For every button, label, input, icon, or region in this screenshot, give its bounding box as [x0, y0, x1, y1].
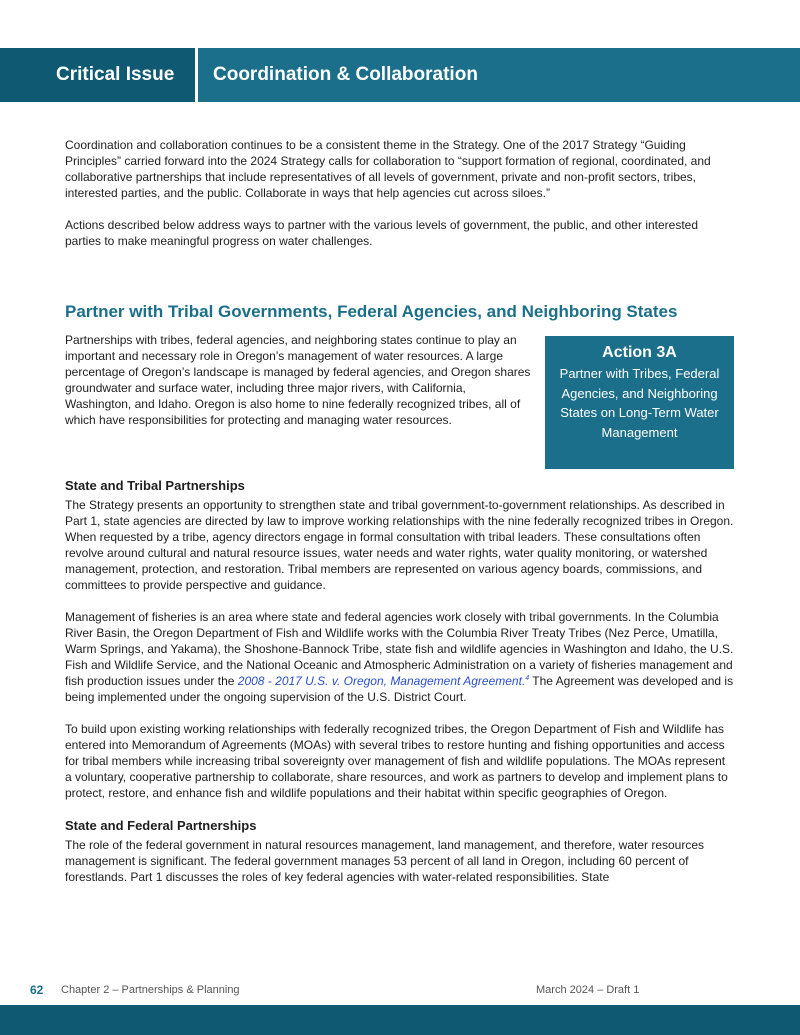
- state-tribal-heading: State and Tribal Partnerships: [65, 478, 245, 493]
- page-footer: [30, 983, 770, 999]
- footer-bar: [0, 1005, 800, 1035]
- chapter-label: Chapter 2 – Partnerships & Planning: [61, 984, 240, 996]
- page-header: [0, 48, 800, 102]
- intro-paragraph-2: Actions described below address ways to partner with the various levels of government, the public, and other interested parties to make meaningful progress on water challenges.: [65, 218, 699, 248]
- section-heading: Partner with Tribal Governments, Federal Agencies, and Neighboring States: [65, 302, 678, 321]
- paragraph-text: The Agreement was developed and is being implemented under the ongoing supervision of the U.S. District Court.: [65, 674, 734, 704]
- intro-paragraph-1: Coordination and collaboration continues to be a consistent theme in the Strategy. One of the 2017 Strategy “Guiding Principles” carried forward into the 2024 Strategy calls for collaboration to “support formation of regional, coordinated, and collaborative partnerships that include representatives of all levels of government, private and non-profit sectors, tribes, interested parties, and the public. Collaborate in ways that help agencies cut across siloes.”: [65, 138, 711, 200]
- state-federal-paragraph-1: The role of the federal government in natural resources management, land management, and therefore, water resources management is significant. The federal government manages 53 percent of all land in Oregon, including 60 percent of forestlands. Part 1 discusses the roles of key federal agencies with water-related responsibilities. State: [65, 838, 705, 884]
- draft-label: March 2024 – Draft 1: [536, 984, 640, 996]
- state-tribal-paragraph-2: [65, 609, 735, 705]
- page-title: Coordination & Collaboration: [213, 64, 478, 85]
- page-number: 62: [30, 983, 44, 997]
- action-subtitle: Partner with Tribes, Federal Agencies, and Neighboring States on Long-Term Water Management: [559, 366, 720, 440]
- state-federal-heading: State and Federal Partnerships: [65, 818, 257, 833]
- intro-section: [65, 137, 735, 249]
- critical-issue-label: Critical Issue: [0, 48, 195, 102]
- section-intro-paragraph: Partnerships with tribes, federal agencies, and neighboring states continue to play an important and necessary role in Oregon’s management of water resources. A large percentage of Oregon’s landscape is managed by federal agencies, and Oregon shares groundwater and surface water, including three major rivers, with California, Washington, and Idaho. Oregon is also home to nine federally recognized tribes, all of which have responsibilities for protecting and managing water resources.: [65, 333, 531, 427]
- action-callout-box: [545, 336, 734, 469]
- action-title: Action 3A: [602, 344, 677, 361]
- paragraph-text: Management of fisheries is an area where state and federal agencies work closely with tribal governments. In the Columbia River Basin, the Oregon Department of Fish and Wildlife works with the Columbia River Treaty Tribes (Nez Perce, Umatilla, Warm Springs, and Yakama), the Shoshone-Bannock Tribe, state fish and wildlife agencies in Washington and Idaho, the U.S. Fish and Wildlife Service, and the National Oceanic and Atmospheric Administration on a variety of fisheries management and fish production issues under the: [65, 610, 734, 688]
- partnerships-body: [65, 477, 735, 885]
- agreement-link[interactable]: 2008 - 2017 U.S. v. Oregon, Management Agreement.: [237, 674, 526, 688]
- state-tribal-paragraph-3: To build upon existing working relationships with federally recognized tribes, the Oregon Department of Fish and Wildlife has entered into Memorandum of Agreements (MOAs) with several tribes to restore hunting and fishing opportunities and access for tribal members while increasing tribal sovereignty over management of fish and wildlife populations. The MOAs represent a voluntary, cooperative partnership to collaborate, share resources, and work as partners to develop and implement plans to protect, restore, and enhance fish and wildlife populations and their habitat within specific geographies of Oregon.: [65, 722, 728, 800]
- footnote-marker[interactable]: 4: [525, 675, 530, 682]
- state-tribal-paragraph-1: The Strategy presents an opportunity to strengthen state and tribal government-to-government relationships. As described in Part 1, state agencies are directed by law to improve working relationships with the nine federally recognized tribes in Oregon. When requested by a tribe, agency directors engage in formal consultation with tribal leaders. These consultations often revolve around cultural and natural resource issues, water needs and water rights, water quality monitoring, or watershed management, protection, and restoration. Tribal members are represented on various agency boards, commissions, and committees to provide perspective and guidance.: [65, 498, 734, 592]
